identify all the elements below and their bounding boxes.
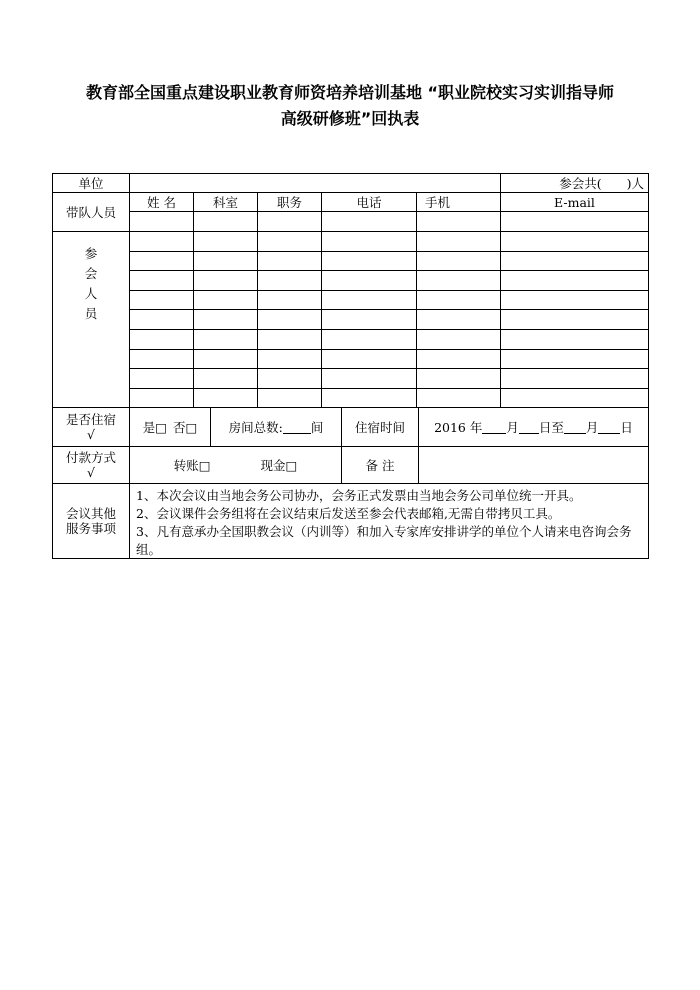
leader-label: 带队人员 <box>52 192 130 232</box>
attendee-mobile-cell[interactable] <box>416 251 501 271</box>
attendee-mobile-cell[interactable] <box>416 329 501 350</box>
leader-email-cell[interactable] <box>500 211 649 232</box>
remarks-field[interactable] <box>418 446 649 484</box>
attendee-position-cell[interactable] <box>257 231 322 252</box>
attendee-mobile-cell[interactable] <box>416 388 501 408</box>
attendee-phone-cell[interactable] <box>321 329 417 350</box>
stay-day2-blank[interactable] <box>598 421 620 434</box>
attendee-phone-cell[interactable] <box>321 270 417 291</box>
stay-day-unit: 日 <box>620 419 633 435</box>
remarks-label: 备 注 <box>341 446 419 484</box>
attendee-phone-cell[interactable] <box>321 309 417 330</box>
attendee-name-cell[interactable] <box>129 349 194 369</box>
lodging-label: 是否住宿 <box>65 412 116 427</box>
attendee-email-cell[interactable] <box>500 329 649 350</box>
form-title-line1: 教育部全国重点建设职业教育师资培养培训基地 “职业院校实习实训指导师 <box>85 83 615 102</box>
lodging-check-mark: √ <box>87 427 95 442</box>
form-title-line2: 高级研修班”回执表 <box>280 109 420 128</box>
attendee-email-cell[interactable] <box>500 251 649 271</box>
header-phone: 电话 <box>321 192 417 212</box>
note-item: 3、凡有意承办全国职教会议（内训等）和加入专家库安排讲学的单位个人请来电咨询会务组。 <box>136 524 632 557</box>
attendee-phone-cell[interactable] <box>321 231 417 252</box>
header-name: 姓 名 <box>129 192 194 212</box>
cash-checkbox[interactable]: 现金□ <box>260 457 298 473</box>
attendees-label-char: 员 <box>84 306 98 321</box>
attendee-department-cell[interactable] <box>193 251 258 271</box>
attendee-name-cell[interactable] <box>129 290 194 310</box>
attendee-email-cell[interactable] <box>500 231 649 252</box>
room-count-prefix: 房间总数: <box>228 419 283 435</box>
lodging-choice-cell <box>129 407 211 447</box>
leader-name-cell[interactable] <box>129 211 194 232</box>
attendee-position-cell[interactable] <box>257 349 322 369</box>
attendee-department-cell[interactable] <box>193 368 258 389</box>
attendee-department-cell[interactable] <box>193 309 258 330</box>
stay-time-label: 住宿时间 <box>341 407 419 447</box>
room-count-cell[interactable] <box>210 407 342 447</box>
attendee-mobile-cell[interactable] <box>416 270 501 291</box>
stay-year: 2016 年 <box>434 419 483 435</box>
stay-month-blank[interactable] <box>482 421 506 434</box>
attendee-phone-cell[interactable] <box>321 368 417 389</box>
unit-field[interactable] <box>129 173 501 193</box>
attendee-email-cell[interactable] <box>500 388 649 408</box>
services-notes <box>129 483 649 559</box>
attendee-email-cell[interactable] <box>500 368 649 389</box>
attendees-label-char: 会 <box>84 266 98 281</box>
room-count-blank[interactable] <box>283 421 311 434</box>
attendees-label-char: 人 <box>84 286 98 301</box>
stay-time-field[interactable] <box>418 407 649 447</box>
attendee-mobile-cell[interactable] <box>416 349 501 369</box>
attendee-department-cell[interactable] <box>193 329 258 350</box>
leader-mobile-cell[interactable] <box>416 211 501 232</box>
attendee-position-cell[interactable] <box>257 329 322 350</box>
attendee-mobile-cell[interactable] <box>416 309 501 330</box>
attendee-mobile-cell[interactable] <box>416 290 501 310</box>
attendee-name-cell[interactable] <box>129 309 194 330</box>
attendee-name-cell[interactable] <box>129 329 194 350</box>
attendee-name-cell[interactable] <box>129 388 194 408</box>
lodging-no-checkbox[interactable]: 否□ <box>173 419 198 435</box>
note-item: 2、会议课件会务组将在会议结束后发送至参会代表邮箱,无需自带拷贝工具。 <box>136 506 561 521</box>
attendee-position-cell[interactable] <box>257 290 322 310</box>
attendee-name-cell[interactable] <box>129 251 194 271</box>
transfer-checkbox[interactable]: 转账□ <box>173 457 211 473</box>
attendee-department-cell[interactable] <box>193 388 258 408</box>
attendees-label <box>52 231 130 408</box>
header-email: E-mail <box>500 192 649 212</box>
attendee-email-cell[interactable] <box>500 309 649 330</box>
stay-month2-unit: 月 <box>585 419 599 435</box>
services-label-line1: 会议其他 <box>65 506 116 521</box>
attendee-position-cell[interactable] <box>257 368 322 389</box>
payment-label: 付款方式 <box>65 450 116 465</box>
header-position: 职务 <box>257 192 322 212</box>
attendee-email-cell[interactable] <box>500 349 649 369</box>
payment-label-cell <box>52 446 130 484</box>
lodging-yes-checkbox[interactable]: 是□ <box>142 419 167 435</box>
stay-month-unit: 月 <box>506 419 519 435</box>
leader-phone-cell[interactable] <box>321 211 417 232</box>
stay-day-blank[interactable] <box>519 421 539 434</box>
stay-day-to: 日至 <box>538 419 564 435</box>
payment-choice-cell <box>129 446 342 484</box>
unit-label: 单位 <box>52 173 130 193</box>
header-mobile: 手机 <box>416 192 501 212</box>
attendee-mobile-cell[interactable] <box>416 368 501 389</box>
attendee-phone-cell[interactable] <box>321 251 417 271</box>
attendee-name-cell[interactable] <box>129 270 194 291</box>
attendee-department-cell[interactable] <box>193 290 258 310</box>
note-item: 1、本次会议由当地会务公司协办，会务正式发票由当地会务公司单位统一开具。 <box>136 488 582 503</box>
attendee-department-cell[interactable] <box>193 231 258 252</box>
header-department: 科室 <box>193 192 258 212</box>
attendee-position-cell[interactable] <box>257 309 322 330</box>
attendee-email-cell[interactable] <box>500 270 649 291</box>
leader-department-cell[interactable] <box>193 211 258 232</box>
attendee-position-cell[interactable] <box>257 251 322 271</box>
attendee-position-cell[interactable] <box>257 270 322 291</box>
attendee-phone-cell[interactable] <box>321 290 417 310</box>
attendee-department-cell[interactable] <box>193 270 258 291</box>
attendee-email-cell[interactable] <box>500 290 649 310</box>
attendee-phone-cell[interactable] <box>321 349 417 369</box>
attendee-phone-cell[interactable] <box>321 388 417 408</box>
leader-position-cell[interactable] <box>257 211 322 232</box>
attendee-total[interactable]: 参会共( )人 <box>500 173 649 193</box>
stay-month2-blank[interactable] <box>564 421 586 434</box>
services-label-line2: 服务事项 <box>65 521 116 536</box>
payment-check-mark: √ <box>87 465 95 480</box>
services-label-cell <box>52 483 130 559</box>
attendee-position-cell[interactable] <box>257 388 322 408</box>
attendee-name-cell[interactable] <box>129 231 194 252</box>
attendees-label-char: 参 <box>84 246 98 261</box>
lodging-label-cell <box>52 407 130 447</box>
room-count-suffix: 间 <box>310 419 324 435</box>
attendee-department-cell[interactable] <box>193 349 258 369</box>
attendee-mobile-cell[interactable] <box>416 231 501 252</box>
attendee-name-cell[interactable] <box>129 368 194 389</box>
